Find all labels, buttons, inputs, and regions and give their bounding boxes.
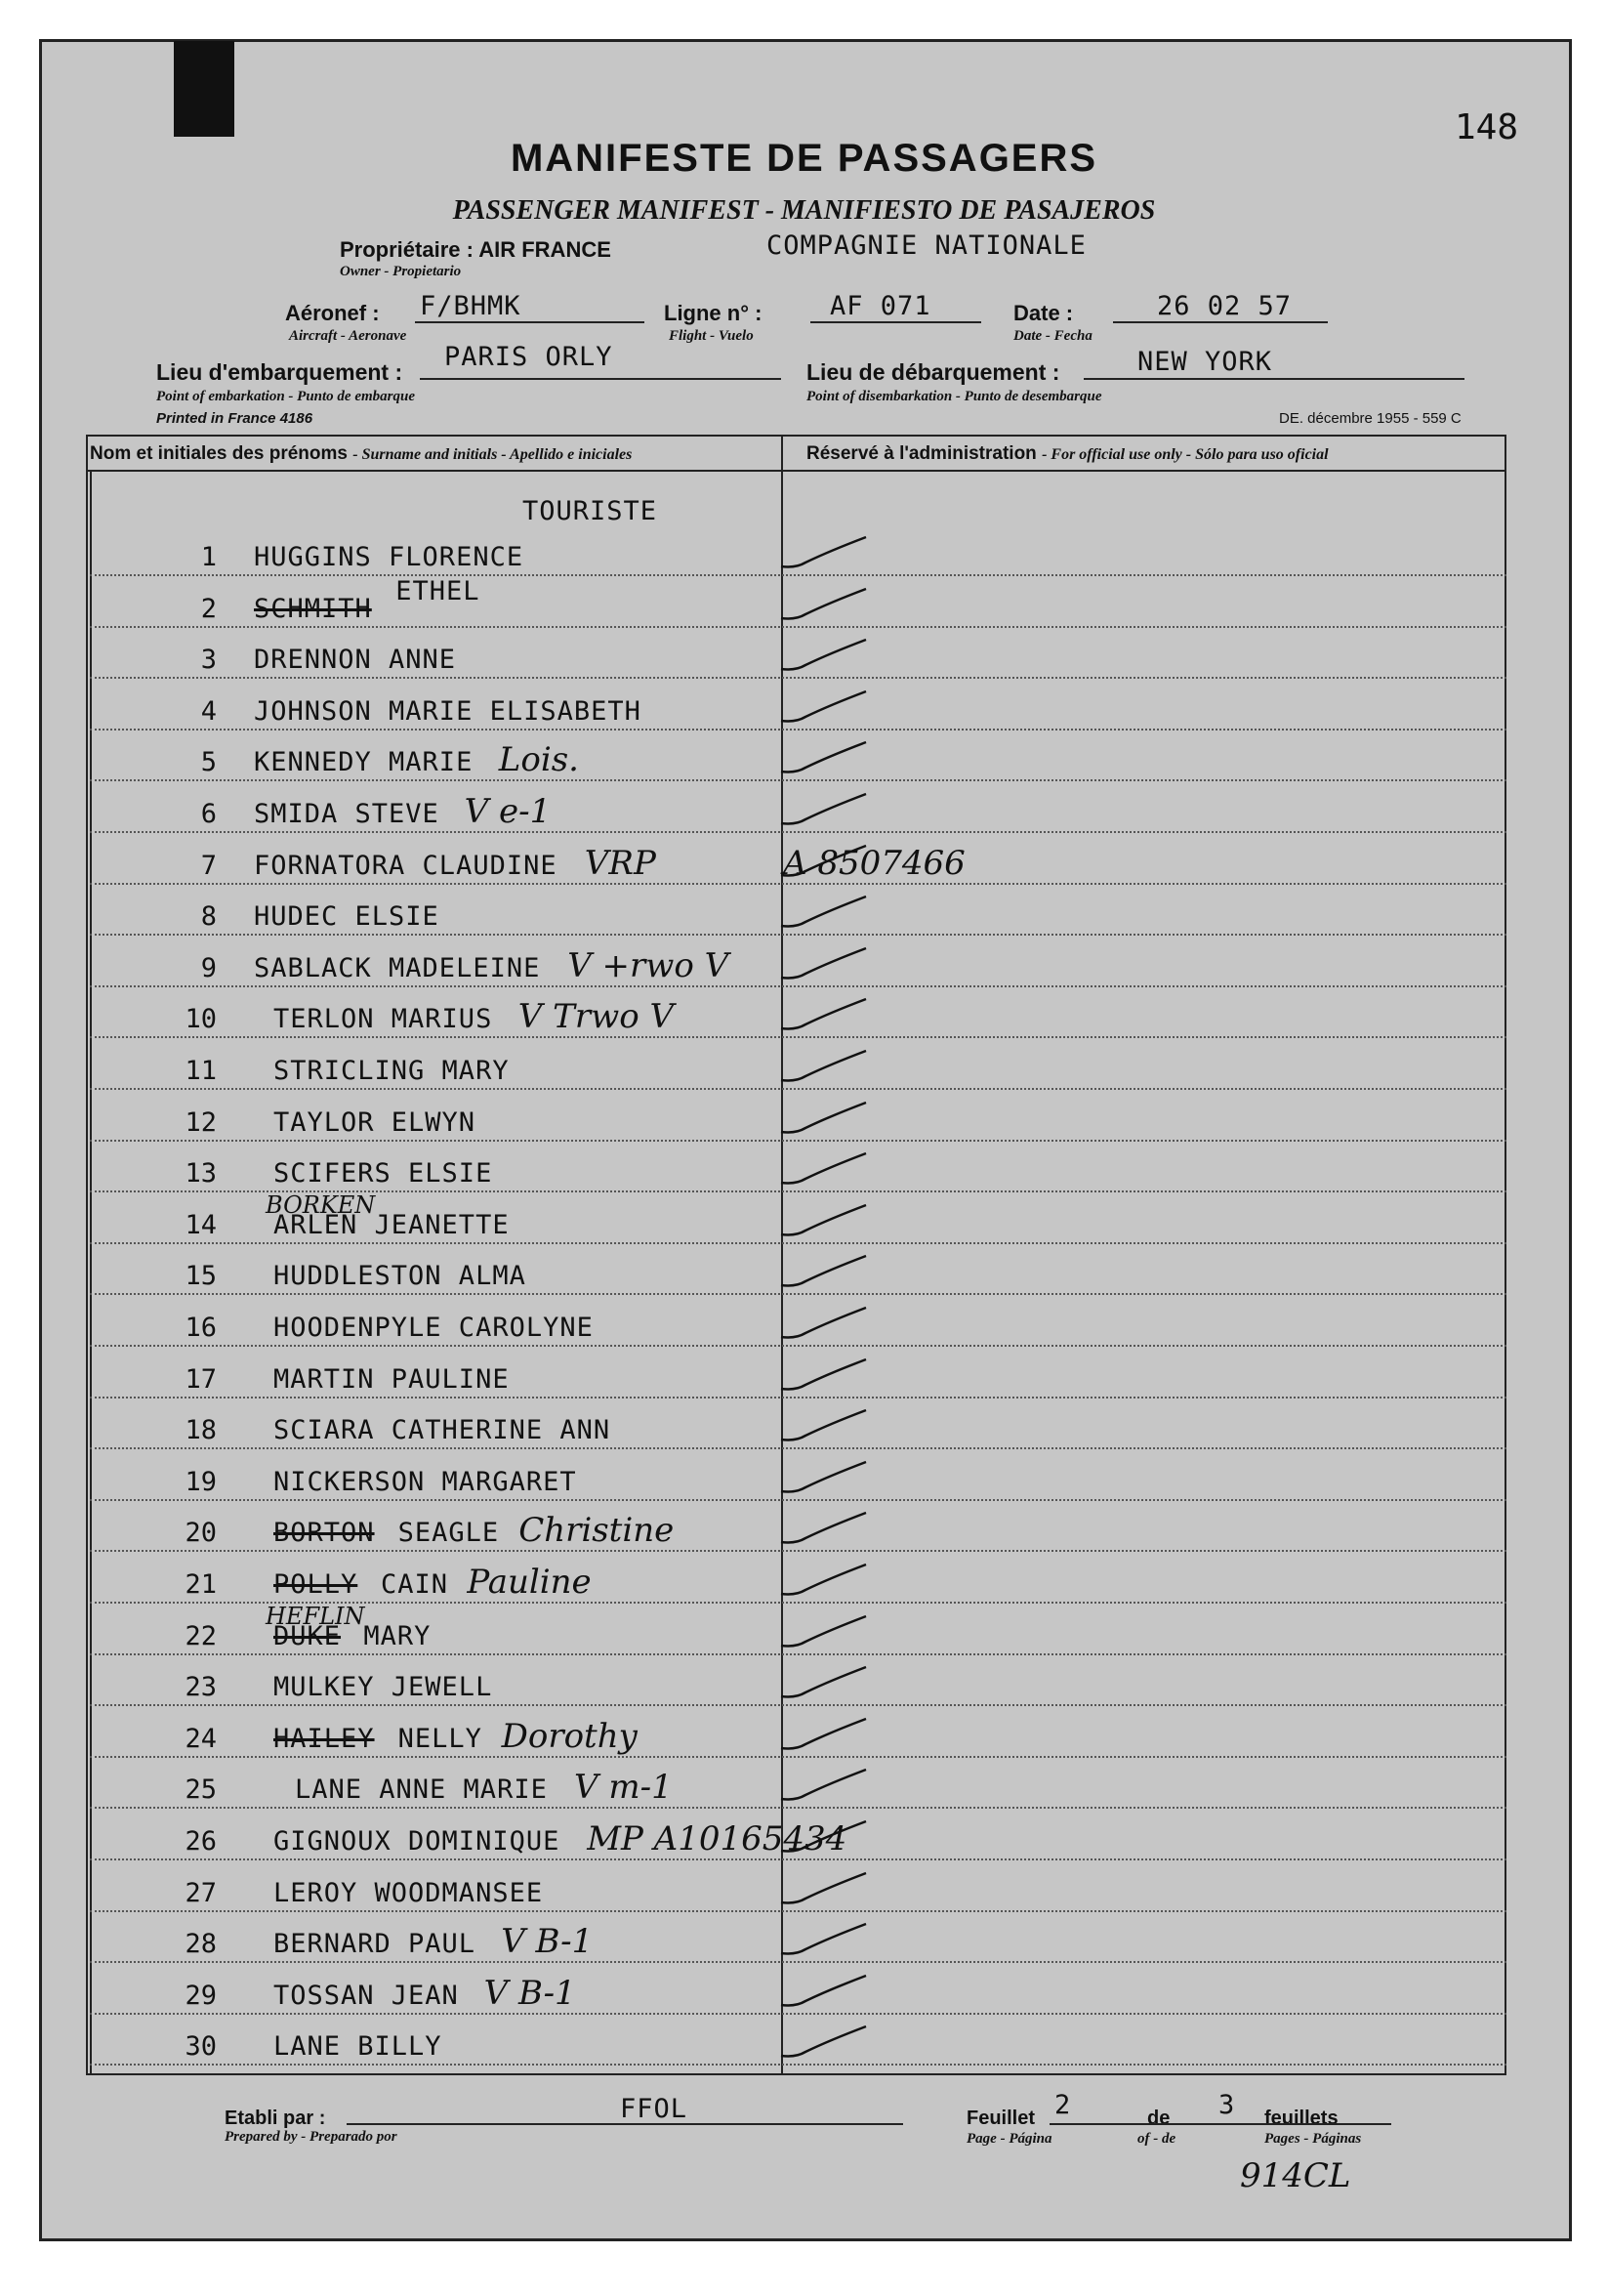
embarkation-line — [420, 378, 781, 380]
row-rule — [90, 677, 1506, 679]
sheet-number: 2 — [1054, 2090, 1072, 2120]
handwritten-note: Dorothy — [501, 1716, 638, 1756]
check-mark-icon — [776, 1612, 874, 1651]
table-row — [90, 1452, 1506, 1501]
check-mark-icon — [776, 1406, 874, 1445]
row-rule — [90, 1550, 1506, 1552]
passenger-name: TOSSAN JEAN — [273, 1980, 459, 2011]
flight-line — [810, 321, 981, 323]
row-number: 25 — [185, 1774, 217, 1806]
table-row — [90, 1863, 1506, 1912]
column-header-official: Réservé à l'administration - For official use only - Sólo para uso oficial — [806, 443, 1329, 464]
row-number: 4 — [200, 695, 217, 727]
check-mark-icon — [776, 1304, 874, 1343]
row-rule — [90, 934, 1506, 936]
table-row — [90, 1914, 1506, 1963]
check-mark-icon — [776, 1099, 874, 1138]
row-number: 2 — [200, 593, 217, 624]
row-number: 12 — [185, 1106, 217, 1138]
table-row — [90, 836, 1506, 885]
check-mark-icon — [776, 585, 874, 624]
sheet-line — [1050, 2123, 1391, 2125]
row-rule — [90, 1345, 1506, 1347]
document-subtitle: PASSENGER MANIFEST - MANIFIESTO DE PASAJEROS — [452, 195, 1156, 226]
table-row — [90, 1812, 1506, 1860]
check-mark-icon — [776, 790, 874, 829]
date-sublabel: Date - Fecha — [1013, 328, 1093, 344]
check-mark-icon — [776, 1663, 874, 1702]
row-number: 20 — [185, 1518, 217, 1549]
passenger-name: MARTIN PAULINE — [273, 1363, 510, 1395]
row-rule — [90, 1499, 1506, 1501]
row-number: 9 — [200, 952, 217, 983]
row-number: 22 — [185, 1620, 217, 1651]
check-mark-icon — [776, 636, 874, 675]
table-row — [90, 887, 1506, 936]
row-number: 21 — [185, 1569, 217, 1600]
handwritten-note: HEFLIN — [266, 1602, 365, 1630]
row-rule — [90, 1397, 1506, 1398]
date-value: 26 02 57 — [1157, 291, 1293, 321]
table-row — [90, 939, 1506, 987]
check-mark-icon — [776, 738, 874, 777]
row-rule — [90, 1756, 1506, 1758]
passenger-name: TERLON MARIUS — [273, 1004, 493, 1035]
row-rule — [90, 1036, 1506, 1038]
passenger-name: SMIDA STEVE — [254, 799, 439, 829]
check-mark-icon — [776, 1766, 874, 1805]
table-row — [90, 1657, 1506, 1706]
row-rule — [90, 2064, 1506, 2066]
aircraft-sublabel: Aircraft - Aeronave — [289, 328, 407, 344]
check-mark-icon — [776, 688, 874, 727]
disembarkation-line — [1084, 378, 1464, 380]
passenger-name-correction: NELLY — [397, 1723, 482, 1754]
handwritten-note: V B-1 — [501, 1922, 594, 1962]
passenger-name: GIGNOUX DOMINIQUE — [273, 1826, 560, 1857]
passenger-name: NICKERSON MARGARET — [273, 1466, 577, 1497]
sheet-total: 3 — [1218, 2090, 1236, 2120]
passenger-name-correction: ETHEL — [395, 575, 480, 606]
row-number: 16 — [185, 1313, 217, 1343]
row-rule — [90, 626, 1506, 628]
handwritten-note: V e-1 — [464, 792, 552, 831]
handwritten-bottom-note: 914CL — [1240, 2156, 1351, 2195]
of-sublabel: of - de — [1137, 2131, 1176, 2147]
check-mark-icon — [776, 533, 874, 572]
check-mark-icon — [776, 1509, 874, 1548]
passenger-name-correction: SEAGLE — [397, 1518, 500, 1549]
handwritten-note: V Trwo V — [517, 997, 675, 1037]
row-number: 13 — [185, 1158, 217, 1190]
passenger-name: HUDEC ELSIE — [254, 901, 439, 933]
check-mark-icon — [776, 2023, 874, 2062]
passenger-name: BORTON — [273, 1518, 375, 1549]
row-number: 18 — [185, 1415, 217, 1446]
document-title: MANIFESTE DE PASSAGERS — [510, 137, 1098, 180]
handwritten-note: Pauline — [467, 1563, 592, 1602]
table-row — [90, 1555, 1506, 1604]
aircraft-value: F/BHMK — [420, 291, 521, 321]
row-number: 7 — [200, 850, 217, 881]
of-label: de — [1147, 2108, 1171, 2129]
handwritten-note: Lois. — [498, 740, 579, 780]
passenger-name: JOHNSON MARIE ELISABETH — [254, 695, 641, 727]
row-number: 17 — [185, 1363, 217, 1395]
table-row — [90, 2017, 1506, 2066]
passenger-name-correction: MARY — [363, 1620, 432, 1651]
passenger-name: FORNATORA CLAUDINE — [254, 850, 557, 881]
passenger-name: DUKE — [273, 1620, 342, 1651]
row-number: 24 — [185, 1723, 217, 1754]
row-rule — [90, 1653, 1506, 1655]
check-mark-icon — [776, 1869, 874, 1908]
table-row — [90, 1190, 1506, 1244]
check-mark-icon — [776, 1047, 874, 1086]
sheet-label: Feuillet — [967, 2108, 1036, 2129]
owner-value: COMPAGNIE NATIONALE — [766, 230, 1087, 261]
row-rule — [90, 1140, 1506, 1142]
flight-label: Ligne n° : — [664, 301, 763, 325]
embarkation-label: Lieu d'embarquement : — [156, 359, 403, 385]
aircraft-line — [415, 321, 644, 323]
table-row — [90, 989, 1506, 1038]
table-row — [90, 1041, 1506, 1090]
row-number: 19 — [185, 1466, 217, 1497]
passenger-name: POLLY — [273, 1569, 358, 1600]
check-mark-icon — [776, 1972, 874, 2011]
table-row — [90, 1709, 1506, 1758]
passenger-name: SCIFERS ELSIE — [273, 1158, 493, 1190]
row-rule — [90, 729, 1506, 731]
section-touriste: TOURISTE — [522, 496, 658, 526]
table-row — [90, 1760, 1506, 1809]
passenger-name: LEROY WOODMANSEE — [273, 1877, 544, 1908]
row-number: 27 — [185, 1877, 217, 1908]
check-mark-icon — [776, 1561, 874, 1600]
passenger-name: STRICLING MARY — [273, 1056, 510, 1086]
check-mark-icon — [776, 995, 874, 1034]
row-number: 26 — [185, 1826, 217, 1857]
page-number: 148 — [1455, 107, 1519, 147]
handwritten-document-number: A 8507466 — [783, 843, 966, 883]
prepared-label: Etabli par : — [225, 2108, 326, 2129]
table-row — [90, 527, 1506, 576]
passenger-name: DRENNON ANNE — [254, 645, 457, 676]
check-mark-icon — [776, 944, 874, 983]
row-rule — [90, 1858, 1506, 1860]
prepared-line — [347, 2123, 903, 2125]
date-line — [1113, 321, 1328, 323]
table-row — [90, 1602, 1506, 1655]
disembarkation-value: NEW YORK — [1137, 347, 1273, 377]
handwritten-note: Christine — [518, 1511, 675, 1551]
disembarkation-sublabel: Point of disembarkation - Punto de desembarque — [806, 389, 1102, 404]
row-number: 5 — [200, 747, 217, 778]
check-mark-icon — [776, 893, 874, 932]
aircraft-label: Aéronef : — [285, 301, 380, 325]
check-mark-icon — [776, 1920, 874, 1959]
row-rule — [90, 574, 1506, 576]
check-mark-icon — [776, 1817, 874, 1857]
table-row — [90, 1298, 1506, 1347]
row-number: 28 — [185, 1929, 217, 1960]
row-rule — [90, 1807, 1506, 1809]
check-mark-icon — [776, 1149, 874, 1189]
row-rule — [90, 1447, 1506, 1449]
passenger-name: ARLEN JEANETTE — [273, 1209, 510, 1240]
printed-note: Printed in France 4186 — [156, 410, 313, 427]
row-rule — [90, 883, 1506, 885]
check-mark-icon — [776, 1201, 874, 1240]
passenger-name: LANE ANNE MARIE — [295, 1774, 548, 1806]
disembarkation-label: Lieu de débarquement : — [806, 359, 1060, 385]
row-number: 3 — [200, 645, 217, 676]
handwritten-note: V B-1 — [483, 1973, 576, 2013]
passenger-name: BERNARD PAUL — [273, 1929, 476, 1960]
flight-sublabel: Flight - Vuelo — [669, 328, 754, 344]
table-row — [90, 1503, 1506, 1552]
handwritten-note: V m-1 — [574, 1768, 673, 1808]
sheets-label: feuillets — [1264, 2108, 1339, 2129]
row-rule — [90, 1088, 1506, 1090]
embarkation-value: PARIS ORLY — [444, 342, 613, 372]
row-number: 23 — [185, 1672, 217, 1703]
row-rule — [90, 985, 1506, 987]
table-row — [90, 1966, 1506, 2015]
check-mark-icon — [776, 1715, 874, 1754]
passenger-name: MULKEY JEWELL — [273, 1672, 493, 1703]
table-row — [90, 1246, 1506, 1295]
row-rule — [90, 1704, 1506, 1706]
embarkation-sublabel: Point of embarkation - Punto de embarque — [156, 389, 416, 404]
table-row — [90, 1144, 1506, 1192]
row-rule — [90, 1910, 1506, 1912]
owner-sublabel: Owner - Propietario — [340, 264, 462, 279]
row-number: 8 — [200, 901, 217, 933]
table-row — [90, 630, 1506, 679]
owner-label: Propriétaire : AIR FRANCE — [340, 237, 611, 262]
flight-value: AF 071 — [830, 291, 931, 321]
passenger-name: HUDDLESTON ALMA — [273, 1261, 526, 1292]
passenger-name: SCHMITH — [254, 593, 372, 624]
column-header-names: Nom et initiales des prénoms - Surname and initials - Apellido e iniciales — [90, 443, 633, 464]
passenger-name: HOODENPYLE CAROLYNE — [273, 1313, 594, 1343]
row-number: 14 — [185, 1209, 217, 1240]
check-mark-icon — [776, 1356, 874, 1395]
form-reference: DE. décembre 1955 - 559 C — [1279, 410, 1462, 427]
check-mark-icon — [776, 1458, 874, 1497]
row-rule — [90, 831, 1506, 833]
passenger-name: TAYLOR ELWYN — [273, 1106, 476, 1138]
row-rule — [90, 1293, 1506, 1295]
prepared-value: FFOL — [620, 2094, 688, 2124]
prepared-sublabel: Prepared by - Preparado por — [225, 2129, 397, 2145]
row-number: 11 — [185, 1056, 217, 1086]
passenger-name: HAILEY — [273, 1723, 375, 1754]
row-rule — [90, 2013, 1506, 2015]
handwritten-note: VRP — [584, 843, 656, 883]
passenger-name: SCIARA CATHERINE ANN — [273, 1415, 611, 1446]
row-number: 29 — [185, 1980, 217, 2011]
passenger-name: LANE BILLY — [273, 2031, 442, 2063]
date-label: Date : — [1013, 301, 1074, 325]
passenger-name: SABLACK MADELEINE — [254, 952, 541, 983]
passenger-name: KENNEDY MARIE — [254, 747, 474, 778]
table-row — [90, 784, 1506, 833]
row-number: 15 — [185, 1261, 217, 1292]
row-rule — [90, 779, 1506, 781]
row-number: 30 — [185, 2031, 217, 2063]
table-row — [90, 575, 1506, 628]
table-row — [90, 682, 1506, 731]
check-mark-icon — [776, 842, 874, 881]
row-number: 6 — [200, 799, 217, 829]
check-mark-icon — [776, 1252, 874, 1291]
row-number: 1 — [200, 542, 217, 572]
table-row — [90, 732, 1506, 781]
passenger-name: HUGGINS FLORENCE — [254, 542, 524, 572]
handwritten-note: BORKEN — [266, 1190, 376, 1219]
passenger-name-correction: CAIN — [381, 1569, 449, 1600]
row-rule — [90, 1242, 1506, 1244]
sheet-sublabel: Page - Página — [967, 2131, 1052, 2147]
row-rule — [90, 1961, 1506, 1963]
handwritten-note: V +rwo V — [567, 945, 729, 985]
table-row — [90, 1093, 1506, 1142]
tape-mark — [174, 41, 234, 137]
table-row — [90, 1350, 1506, 1398]
sheets-sublabel: Pages - Páginas — [1264, 2131, 1362, 2147]
table-row — [90, 1400, 1506, 1449]
handwritten-note: MP A10165434 — [587, 1819, 847, 1858]
row-number: 10 — [185, 1004, 217, 1035]
